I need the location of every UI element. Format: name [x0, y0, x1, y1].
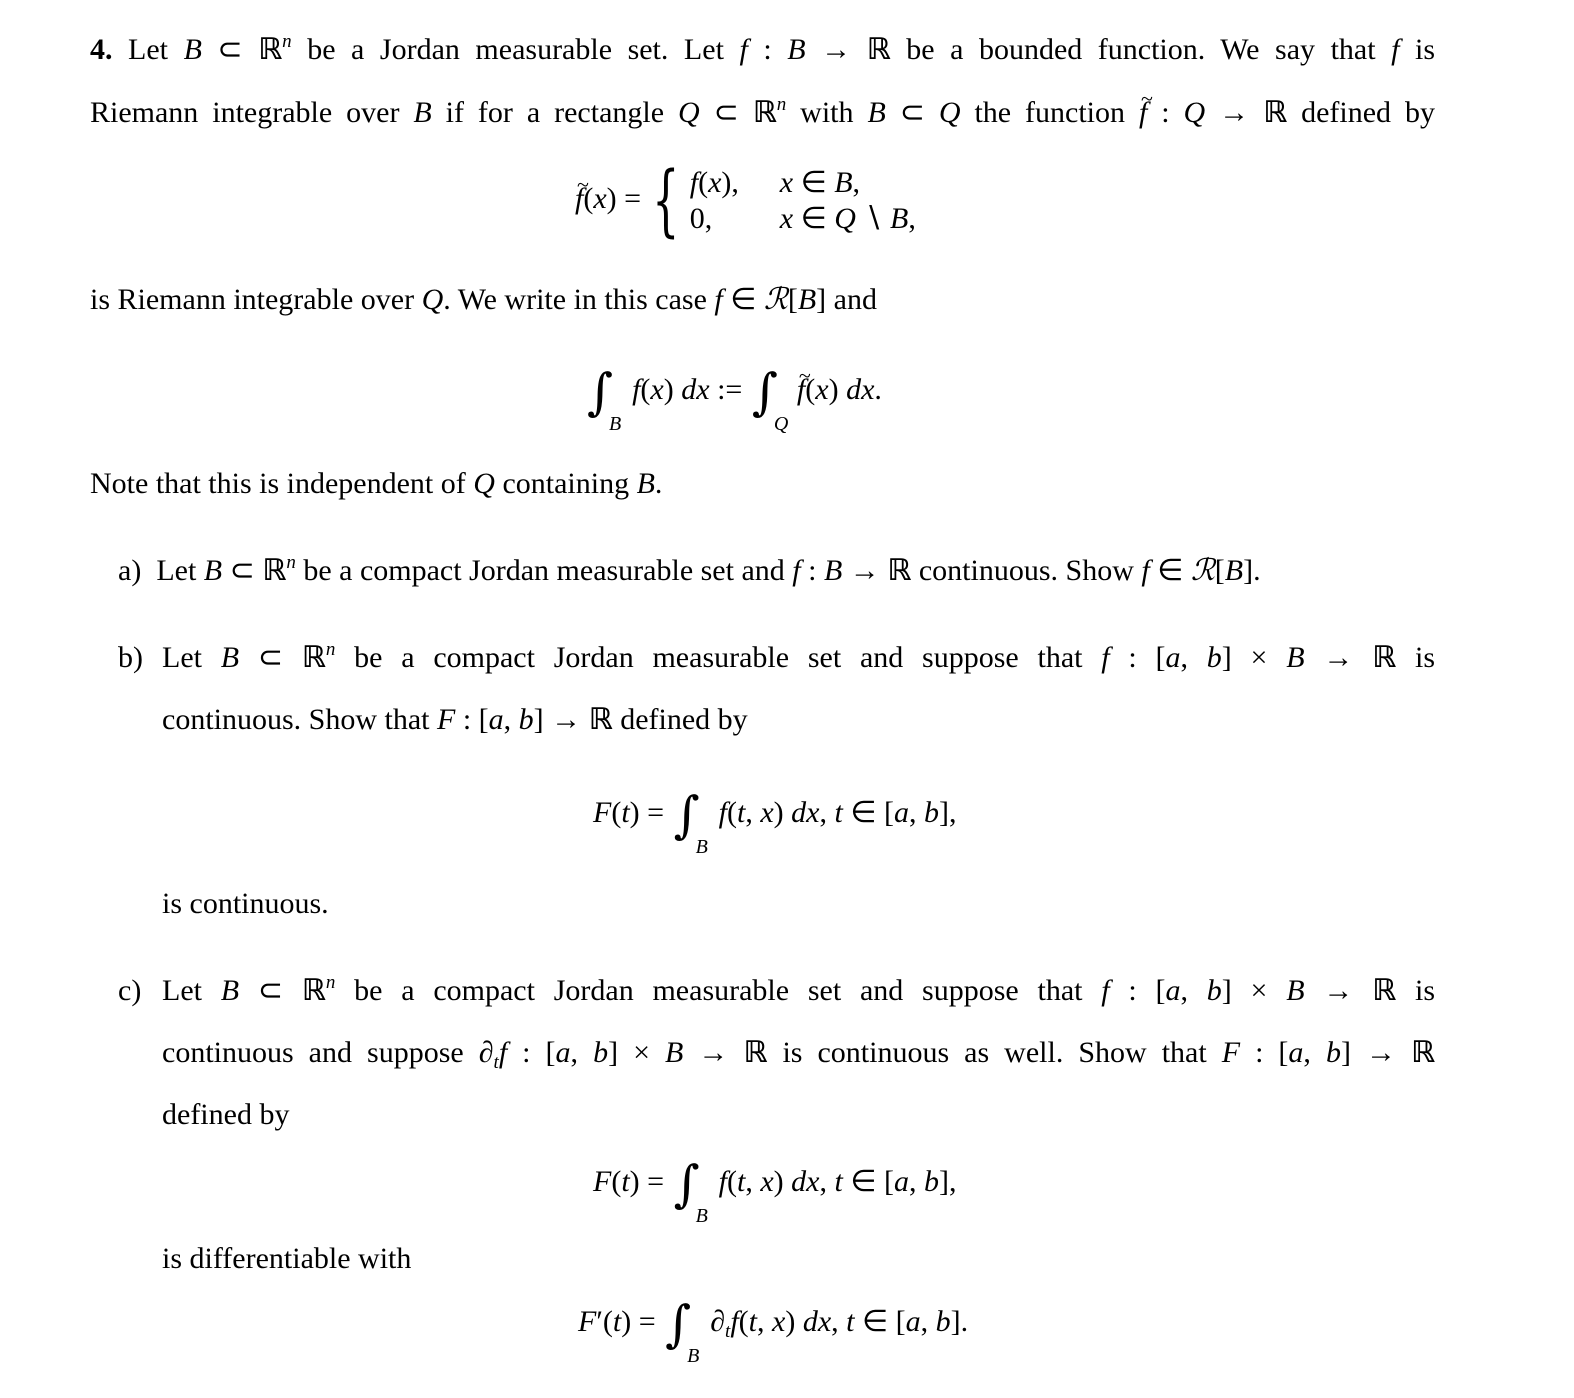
- integral-sign: ∫ B: [587, 363, 622, 436]
- intro-line-2: Riemann integrable over B if for a rectangle Q ⊂ ℝ$^n$ with B ⊂ Q the function ~ f : Q → ℝ defined by: [90, 93, 1435, 133]
- left-brace: {: [651, 156, 680, 246]
- part-c-conclusion: is differentiable with: [162, 1242, 412, 1275]
- part-a: a) Let B ⊂ ℝ$^n$ be a compact Jordan measurable set and f : B → ℝ continuous. Show f ∈ ℛ[B].: [118, 552, 1261, 588]
- intro-line-1: 4. Let B ⊂ ℝ$^n$ be a Jordan measurable set. Let f : B → ℝ be a bounded function. We say that f is: [90, 31, 1436, 67]
- part-c-line-1: Let B ⊂ ℝ$^n$ be a compact Jordan measurable set and suppose that f : [a, b] × B → ℝ is: [162, 972, 1435, 1008]
- part-c-label: c): [118, 974, 142, 1007]
- part-b-label: b): [118, 641, 143, 674]
- integral-sign: ∫ B: [673, 786, 708, 859]
- part-b-conclusion: is continuous.: [162, 887, 329, 920]
- part-b-line-1: Let B ⊂ ℝ$^n$ be a compact Jordan measurable set and suppose that f : [a, b] × B → ℝ is: [162, 639, 1435, 675]
- problem-number: 4.: [90, 33, 113, 66]
- part-c-formula: F(t) = ∫ B f(t, x) dx, t ∈ [a, b],: [593, 1155, 957, 1228]
- integral-sign: ∫ B: [673, 1155, 708, 1228]
- part-b-formula: F(t) = ∫ B f(t, x) dx, t ∈ [a, b],: [593, 786, 957, 859]
- part-a-label: a): [118, 554, 142, 587]
- integral-sign: ∫ B: [665, 1295, 700, 1368]
- integral-definition: ∫ B f(x) dx := ∫ Q ~ f(x) dx.: [585, 370, 882, 412]
- part-b-line-2: continuous. Show that F : [a, b] → ℝ defined by: [162, 702, 748, 737]
- cases-block: f(x), x ∈ B, 0, x ∈ Q ∖ B,: [689, 166, 916, 235]
- note-text: Note that this is independent of Q containing B.: [90, 467, 663, 500]
- part-c-derivative-formula: F′(t) = ∫ B $\partial_tf(t$, x) dx, t ∈ [a, b].: [578, 1295, 969, 1368]
- integral-sign: ∫ Q: [751, 363, 789, 436]
- piecewise-definition: ~ f(x) = { f(x), x ∈ B, 0, x ∈ Q ∖ B,: [575, 165, 916, 237]
- part-c-line-2: continuous and suppose $\partial_tf$ : [a, b] × B → ℝ is continuous as well. Show that F : [a, b] → ℝ: [162, 1035, 1436, 1073]
- after-definition-text: is Riemann integrable over Q. We write in this case f ∈ ℛ[B] and: [90, 282, 877, 317]
- part-c-line-3: defined by: [162, 1098, 290, 1131]
